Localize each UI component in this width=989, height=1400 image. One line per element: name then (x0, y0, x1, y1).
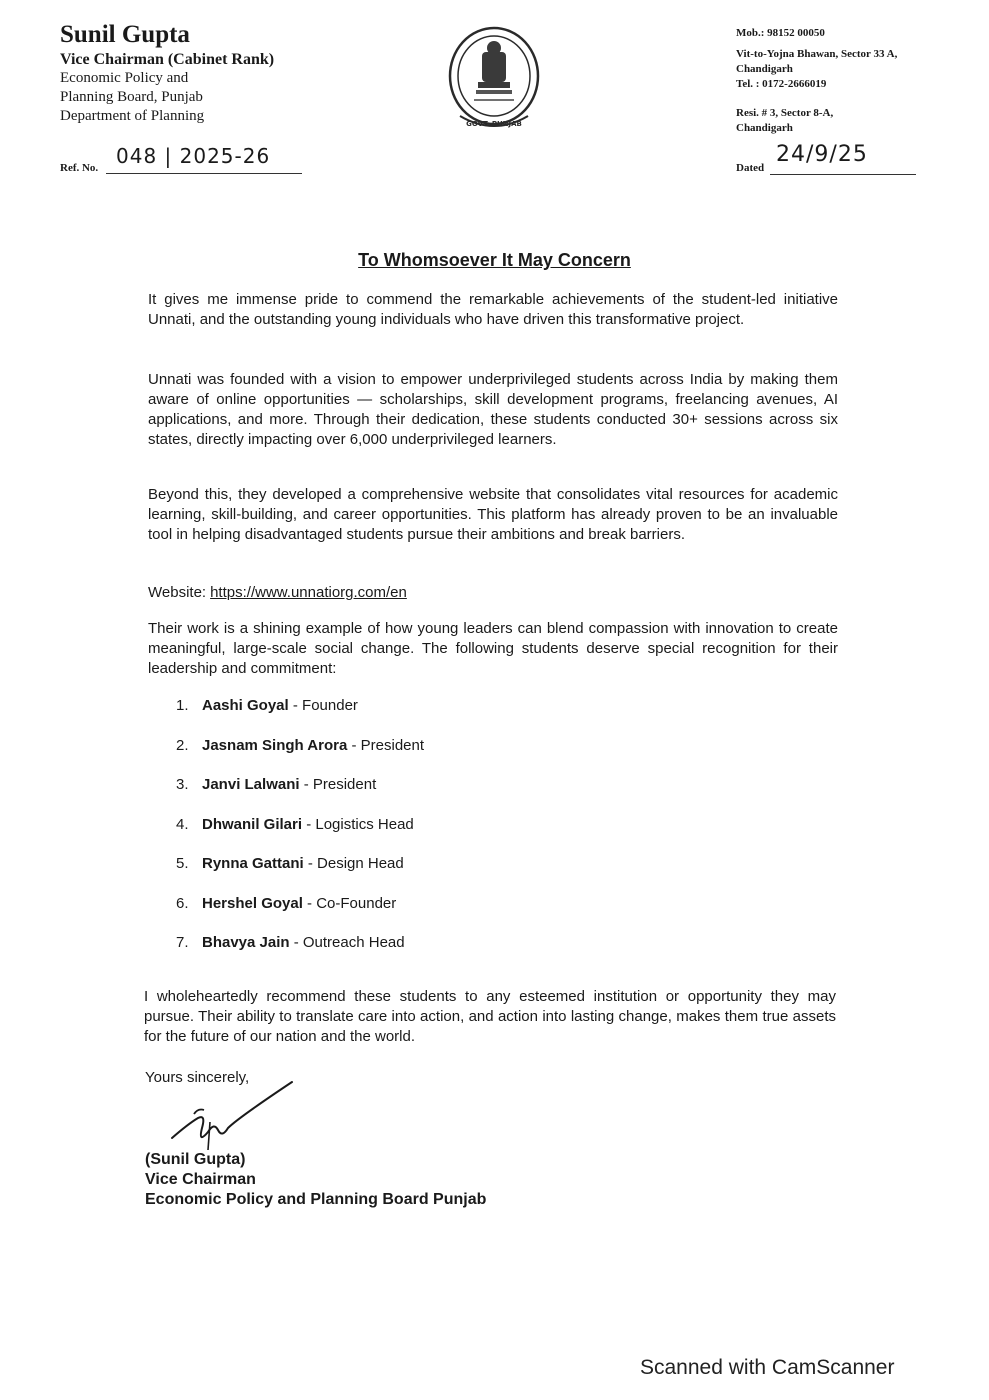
scanner-watermark: Scanned with CamScanner (640, 1356, 895, 1379)
list-item (176, 934, 424, 974)
list-item-number: 7. (176, 934, 189, 951)
sender-org-line1: Economic Policy and (60, 70, 189, 86)
letter-subject (0, 250, 989, 271)
paragraph-intro: It gives me immense pride to commend the remarkable achievements of the student-led initiative Unnati, and the outstanding young individuals who have driven this transformative project. (148, 291, 838, 328)
student-role: - Founder (288, 697, 358, 714)
signatory-name: (Sunil Gupta) (145, 1151, 246, 1168)
student-name: Hershel Goyal (202, 894, 303, 912)
student-role: - Design Head (303, 855, 404, 872)
list-item-number: 4. (176, 815, 189, 833)
website-label: Website: (148, 584, 207, 601)
ref-value: 048 | 2025-26 (116, 144, 271, 168)
signatory-title: Vice Chairman (145, 1171, 256, 1188)
ref-underline (106, 173, 302, 174)
student-role: - Outreach Head (289, 934, 405, 951)
list-item-number: 1. (176, 697, 189, 714)
letterhead-left (60, 20, 274, 126)
paragraph-recommendation: I wholeheartedly recommend these students to any esteemed institution or opportunity they may pursue. Their ability to translate care into action, and action into lasting change, makes them true assets for the future of our nation and the world. (144, 988, 836, 1045)
website-link[interactable]: https://www.unnatiorg.com/en (210, 584, 407, 601)
subject-text: To Whomsoever It May Concern (358, 250, 631, 270)
student-list (176, 697, 424, 974)
dated-value: 24/9/25 (776, 142, 868, 167)
sender-department: Department of Planning (60, 108, 205, 124)
student-name: Jasnam Singh Arora (202, 736, 348, 754)
office-address-line2: Chandigarh (736, 63, 793, 75)
list-item (176, 855, 424, 895)
office-telephone: Tel. : 0172-2666019 (736, 78, 827, 90)
residence-address-line1: Resi. # 3, Sector 8-A, (736, 107, 834, 119)
student-role: - President (299, 776, 377, 793)
student-name: Aashi Goyal (202, 697, 289, 714)
state-emblem-icon (446, 24, 542, 136)
list-item-number: 3. (176, 776, 189, 793)
letterhead-right (736, 26, 936, 136)
sender-name: Sunil Gupta (60, 21, 190, 48)
list-item-number: 2. (176, 736, 189, 754)
emblem-text: GOVT. PUNJAB (466, 120, 522, 128)
paragraph-founding: Unnati was founded with a vision to empower underprivileged students across India by making them aware of online opportunities — scholarships, skill development programs, freelancing avenues, AI applications, and more. Through their dedication, these students conducted 30+ sessions across six states, directly impacting over 6,000 underprivileged learners. (148, 371, 838, 448)
student-name: Rynna Gattani (202, 855, 304, 872)
sender-mobile: Mob.: 98152 00050 (736, 27, 825, 39)
list-item (176, 737, 424, 777)
office-address-line1: Vit-to-Yojna Bhawan, Sector 33 A, (736, 48, 898, 60)
list-item-number: 5. (176, 855, 189, 872)
list-item (176, 895, 424, 935)
dated-underline (770, 174, 916, 175)
list-item (176, 697, 424, 737)
student-name: Dhwanil Gilari (202, 815, 303, 833)
signature-icon (168, 1074, 298, 1154)
list-item (176, 776, 424, 816)
sender-designation: Vice Chairman (Cabinet Rank) (60, 51, 275, 68)
dated-label: Dated (736, 162, 765, 174)
student-role: - Logistics Head (302, 815, 414, 833)
signatory-org: Economic Policy and Planning Board Punjab (145, 1191, 487, 1208)
paragraph-recognition: Their work is a shining example of how young leaders can blend compassion with innovation to create meaningful, large-scale social change. The following students deserve special recognition for their leadership and commitment: (148, 620, 838, 677)
list-item-number: 6. (176, 894, 189, 912)
website-line (148, 584, 407, 601)
student-role: - President (347, 736, 425, 754)
student-name: Janvi Lalwani (202, 776, 300, 793)
closing-salutation: Yours sincerely, (145, 1069, 250, 1086)
signatory-block (145, 1150, 486, 1210)
residence-address-line2: Chandigarh (736, 122, 793, 134)
sender-org-line2: Planning Board, Punjab (60, 89, 203, 105)
list-item (176, 816, 424, 856)
ref-label: Ref. No. (60, 162, 99, 174)
student-role: - Co-Founder (302, 894, 397, 912)
student-name: Bhavya Jain (202, 934, 290, 951)
paragraph-website: Beyond this, they developed a comprehensive website that consolidates vital resources for academic learning, skill-building, and career opportunities. This platform has already proven to be an invaluable tool in helping disadvantaged students pursue their ambitions and break barriers. (148, 486, 838, 543)
